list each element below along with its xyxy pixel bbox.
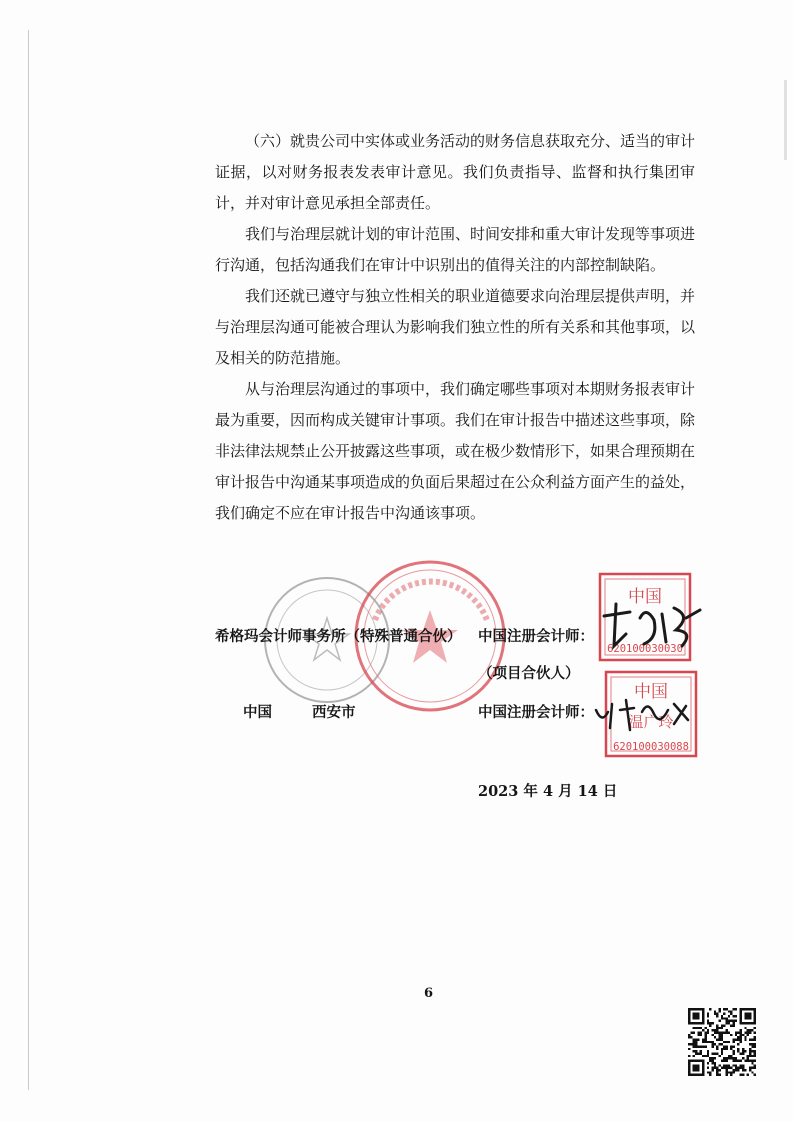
signature-2 (590, 690, 700, 740)
page-number: 6 (424, 986, 434, 1001)
paragraph-1: （六）就贵公司中实体或业务活动的财务信息获取充分、适当的审计证据，以对财务报表发表审计意见。我们负责指导、监督和执行集团审计，并对审计意见承担全部责任。 (215, 132, 696, 212)
city: 西安市 (312, 704, 356, 721)
partner-note: （项目合伙人） (478, 665, 580, 682)
scan-edge-right (784, 80, 787, 160)
country: 中国 (243, 704, 272, 721)
paragraph-4: 从与治理层沟通过的事项中，我们确定哪些事项对本期财务报表审计最为重要，因而构成关键审计事项。我们在审计报告中描述这些事项，除非法律法规禁止公开披露这些事项，或在极少数情形下，如果合理预期在审计报告中沟通某事项造成的负面后果超过在公众利益方面产生的益处，我们确定不应在审计报告中沟通该事项。 (215, 380, 696, 522)
signature-1 (596, 598, 706, 658)
cpa-seal-2-name: 温广玲 (628, 713, 674, 731)
qr-code (688, 1008, 756, 1076)
cpa-seal-1-title: 中国 (628, 587, 662, 607)
cpa-label-1: 中国注册会计师： (478, 628, 594, 645)
paragraph-3: 我们还就已遵守与独立性相关的职业道德要求向治理层提供声明，并与治理层沟通可能被合理认为影响我们独立性的所有关系和其他事项，以及相关的防范措施。 (215, 287, 696, 367)
cpa-seal-2-number: 620100030088 (613, 741, 689, 753)
firm-name: 希格玛会计师事务所（特殊普通合伙） (215, 628, 462, 645)
paragraph-2: 我们与治理层就计划的审计范围、时间安排和重大审计发现等事项进行沟通，包括沟通我们在审计中识别出的值得关注的内部控制缺陷。 (215, 225, 696, 274)
cpa-seal-1-number: 620100030030 (607, 643, 683, 655)
report-date: 2023 年 4 月 14 日 (478, 783, 618, 800)
body-text (215, 126, 695, 529)
scan-edge (28, 30, 29, 1090)
cpa-seal-2-title: 中国 (634, 682, 668, 702)
cpa-label-2: 中国注册会计师： (478, 704, 594, 721)
